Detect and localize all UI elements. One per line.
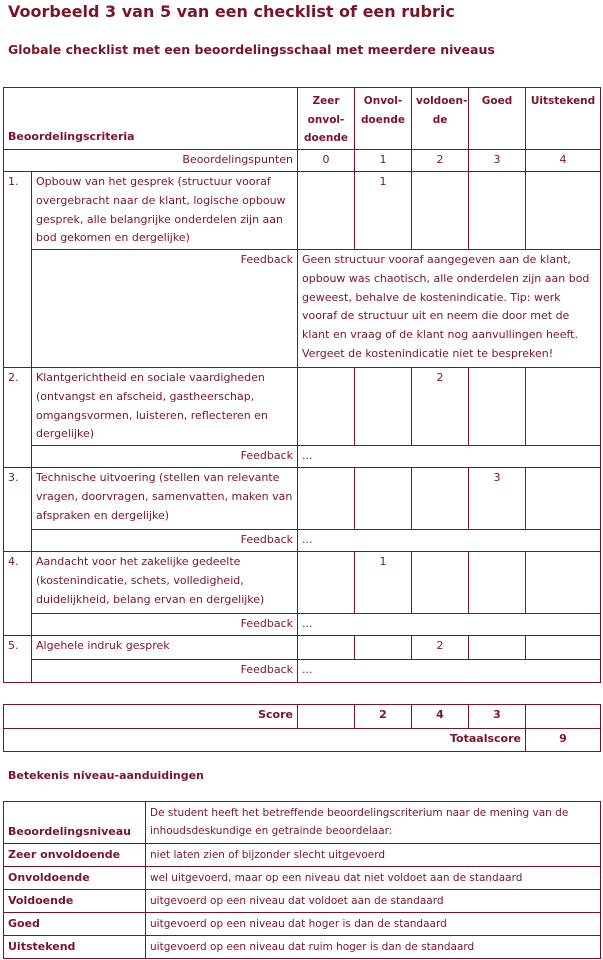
points-label: Beoordelingspunten (4, 150, 298, 172)
score-cell (298, 552, 355, 614)
score-cell (469, 368, 526, 446)
legend-level: Goed (4, 913, 146, 936)
score-cell (298, 368, 355, 446)
score-cell (526, 468, 601, 530)
feedback-label: Feedback (32, 250, 298, 368)
legend-row (4, 913, 601, 936)
criterion-number: 4. (4, 552, 32, 636)
feedback-row (4, 530, 601, 552)
criterion-text: Algehele indruk gesprek (32, 636, 298, 660)
feedback-text: ... (298, 530, 601, 552)
score-total-cell: 2 (355, 705, 412, 729)
score-total-cell: 4 (412, 705, 469, 729)
legend-level: Onvoldoende (4, 867, 146, 890)
score-cell (412, 468, 469, 530)
criterion-number: 2. (4, 368, 32, 468)
feedback-row (4, 660, 601, 683)
score-cell: 3 (469, 468, 526, 530)
score-cell (355, 468, 412, 530)
score-cell (526, 368, 601, 446)
legend-level: Uitstekend (4, 936, 146, 959)
feedback-label: Feedback (32, 660, 298, 683)
points-value: 0 (298, 150, 355, 172)
criteria-header: Beoordelingscriteria (4, 88, 298, 150)
criterion-text: Klantgerichtheid en sociale vaardigheden (ontvangst en afscheid, gastheerschap, omgangsvormen, luisteren, reflecteren en dergelijke) (32, 368, 298, 446)
score-row (4, 705, 601, 729)
feedback-text: ... (298, 614, 601, 636)
score-cell (526, 172, 601, 250)
score-cell (298, 468, 355, 530)
header-row (4, 88, 601, 150)
total-row (4, 729, 601, 752)
legend-description: niet laten zien of bijzonder slecht uitgevoerd (146, 844, 601, 867)
level-header-onvoldoende: Onvol-doende (355, 88, 412, 150)
score-cell (298, 636, 355, 660)
legend-header-text: De student heeft het betreffende beoordelingscriterium naar de mening van de inhoudsdeskundige en getrainde beoordelaar: (146, 802, 601, 844)
legend-level: Voldoende (4, 890, 146, 913)
criterion-number: 3. (4, 468, 32, 552)
feedback-row (4, 250, 601, 368)
criterion-text: Aandacht voor het zakelijke gedeelte (kostenindicatie, schets, volledigheid, duidelijkheid, belang ervan en dergelijke) (32, 552, 298, 614)
score-total-cell: 3 (469, 705, 526, 729)
level-header-voldoende: voldoen-de (412, 88, 469, 150)
feedback-text: ... (298, 446, 601, 468)
score-cell (526, 552, 601, 614)
feedback-row (4, 614, 601, 636)
feedback-label: Feedback (32, 530, 298, 552)
score-total-cell (526, 705, 601, 729)
score-cell (469, 636, 526, 660)
legend-header-row (4, 802, 601, 844)
points-value: 2 (412, 150, 469, 172)
legend-description: uitgevoerd op een niveau dat hoger is dan de standaard (146, 913, 601, 936)
score-cell (355, 636, 412, 660)
criterion-row (4, 636, 601, 660)
criterion-number: 5. (4, 636, 32, 683)
level-header-zeer-onvoldoende: Zeer onvol-doende (298, 88, 355, 150)
level-header-uitstekend: Uitstekend (526, 88, 601, 150)
legend-table (3, 801, 601, 959)
legend-description: wel uitgevoerd, maar op een niveau dat niet voldoet aan de standaard (146, 867, 601, 890)
criterion-text: Opbouw van het gesprek (structuur vooraf overgebracht naar de klant, logische opbouw gesprek, alle belangrijke onderdelen zijn aan bod gekomen en dergelijke) (32, 172, 298, 250)
feedback-text: ... (298, 660, 601, 683)
score-cell (412, 172, 469, 250)
points-value: 1 (355, 150, 412, 172)
total-label: Totaalscore (4, 729, 526, 752)
score-cell: 2 (412, 636, 469, 660)
score-table (3, 704, 601, 752)
score-cell (526, 636, 601, 660)
feedback-label: Feedback (32, 614, 298, 636)
level-header-goed: Goed (469, 88, 526, 150)
score-cell: 1 (355, 552, 412, 614)
legend-title: Betekenis niveau-aanduidingen (8, 769, 204, 782)
criterion-row (4, 368, 601, 446)
points-value: 3 (469, 150, 526, 172)
criterion-row (4, 468, 601, 530)
legend-row (4, 844, 601, 867)
legend-row (4, 890, 601, 913)
score-label: Score (4, 705, 298, 729)
legend-description: uitgevoerd op een niveau dat ruim hoger is dan de standaard (146, 936, 601, 959)
rubric-table (3, 87, 601, 683)
score-cell (298, 172, 355, 250)
legend-row (4, 867, 601, 890)
page-title: Voorbeeld 3 van 5 van een checklist of een rubric (8, 2, 455, 21)
criterion-text: Technische uitvoering (stellen van relevante vragen, doorvragen, samenvatten, maken van afspraken en dergelijke) (32, 468, 298, 530)
legend-row (4, 936, 601, 959)
feedback-label: Feedback (32, 446, 298, 468)
points-value: 4 (526, 150, 601, 172)
score-total-cell (298, 705, 355, 729)
score-cell (412, 552, 469, 614)
criterion-row (4, 552, 601, 614)
feedback-text: Geen structuur vooraf aangegeven aan de klant, opbouw was chaotisch, alle onderdelen zijn aan bod geweest, behalve de kostenindicatie. Tip: werk vooraf de structuur uit en neem die door met de klant en vraag of de klant nog aanvullingen heeft. Vergeet de kostenindicatie niet te bespreken! (298, 250, 601, 368)
score-cell (469, 552, 526, 614)
score-cell (469, 172, 526, 250)
criterion-number: 1. (4, 172, 32, 368)
legend-header-label: Beoordelingsniveau (4, 802, 146, 844)
page-subtitle: Globale checklist met een beoordelingsschaal met meerdere niveaus (8, 42, 495, 57)
score-cell: 2 (412, 368, 469, 446)
feedback-row (4, 446, 601, 468)
score-cell (355, 368, 412, 446)
points-row (4, 150, 601, 172)
criterion-row (4, 172, 601, 250)
total-value: 9 (526, 729, 601, 752)
legend-description: uitgevoerd op een niveau dat voldoet aan de standaard (146, 890, 601, 913)
score-cell: 1 (355, 172, 412, 250)
legend-level: Zeer onvoldoende (4, 844, 146, 867)
